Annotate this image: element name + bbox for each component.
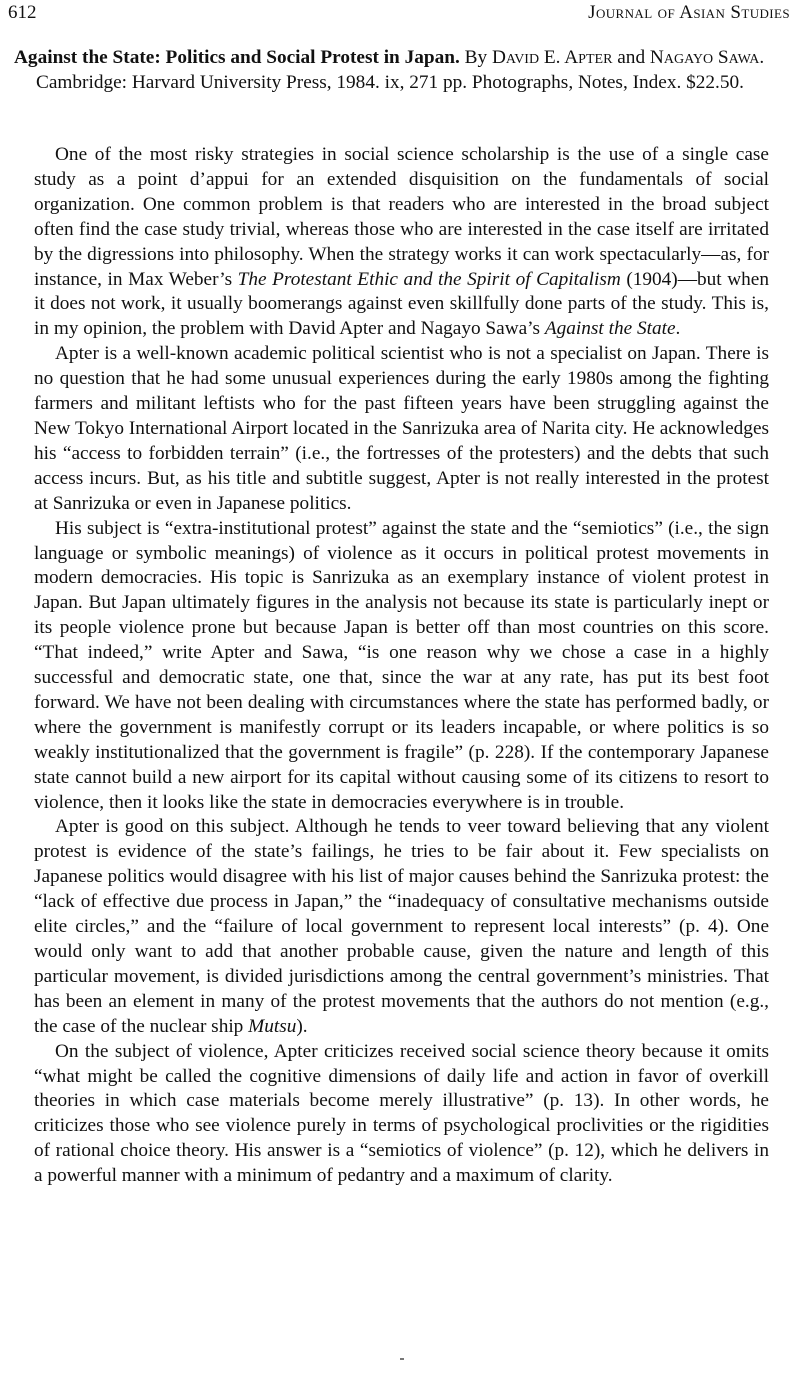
page-number: 612: [8, 2, 37, 23]
page-footer-dot: [400, 1358, 404, 1360]
citation-by: By: [464, 47, 488, 68]
book-title: Against the State: Politics and Social Protest in Japan.: [14, 47, 460, 68]
paragraph-1-text-a: One of the most risky strategies in social science scholarship is the use of a single case study as a point d’appui for an extended disquisition on the fundamentals of social organization. One common problem is that readers who are interested in the broad subject often find the case study trivial, whereas those who are interested in the case itself are irritated by the digressions into philosophy. When the strategy works it can work spectacularly—as, for instance, in Max Weber’s: [34, 144, 769, 290]
against-the-state-title: Against the State: [544, 318, 676, 340]
page-header: [8, 2, 792, 30]
paragraph-1: [34, 143, 769, 342]
running-head: Journal of Asian Studies: [588, 2, 790, 23]
paragraph-5: On the subject of violence, Apter criticizes received social science theory because it omits “what might be called the cognitive dimensions of daily life and action in favor of overkill theories in which case materials become merely illustrative” (p. 13). In other words, he criticizes those who see violence purely in terms of psychological proclivities or the rigidities of rational choice theory. His answer is a “semiotics of violence” (p. 12), which he delivers in a powerful manner with a minimum of pedantry and a maximum of clarity.: [34, 1040, 769, 1187]
citation-and: and: [617, 47, 646, 68]
author-apter: David E. Apter: [491, 47, 613, 68]
book-citation: [14, 46, 800, 96]
ship-name: Mutsu: [248, 1015, 297, 1037]
paragraph-1-text-b: (1904)—but when it does not work, it usually boomerangs against even skillfully done parts of the study. This is, in my opinion, the problem with David Apter and Nagayo Sawa’s: [34, 268, 769, 340]
paragraph-3: His subject is “extra-institutional protest” against the state and the “semiotics” (i.e., the sign language or symbolic meanings) of violence as it occurs in political protest movements in modern democracies. His topic is Sanrizuka as an exemplary instance of violent protest in Japan. But Japan ultimately figures in the analysis not because its state is particularly inept or its people violence prone but because Japan is better off than most countries on this score. “That indeed,” write Apter and Sawa, “is one reason why we chose a case in a highly successful and democratic state, one that, since the war at any rate, has put its best foot forward. We have not been dealing with circumstances where the state has performed badly, or where the government is manifestly corrupt or its leaders incapable, or where politics is so weakly institutionalized that the government is fragile” (p. 228). If the contemporary Japanese state cannot build a new airport for its capital without causing some of its citizens to resort to violence, then it looks like the state in democracies everywhere is in trouble.: [34, 517, 769, 813]
paragraph-1-text-c: .: [675, 318, 681, 340]
paragraph-4-text-a: Apter is good on this subject. Although he tends to veer toward believing that any violent protest is evidence of the state’s failings, he tries to be fair about it. Few specialists on Japanese politics would disagree with his list of major causes behind the Sanrizuka protest: the “lack of effective due process in Japan,” the “inadequacy of consultative mechanisms outside elite circles,” and the “failure of local government to represent local interests” (p. 4). One would only want to add that another probable cause, given the nature and length of this particular movement, is divided jurisdictions among the central government’s ministries. That has been an element in many of the protest movements that the authors do not mention (e.g., the case of the nuclear ship: [34, 816, 769, 1037]
publication-details: . Cambridge: Harvard University Press, 1984. ix, 271 pp. Photographs, Notes, Index. $22.50.: [36, 47, 765, 93]
author-sawa: Nagayo Sawa: [649, 47, 760, 68]
paragraph-4-text-b: ).: [296, 1015, 308, 1037]
review-body: [34, 143, 769, 1189]
paragraph-4: [34, 815, 769, 1039]
protestant-ethic-title: The Protestant Ethic and the Spirit of Capitalism: [237, 268, 621, 290]
paragraph-2: Apter is a well-known academic political scientist who is not a specialist on Japan. There is no question that he had some unusual experiences during the early 1980s among the fighting farmers and militant leftists who for the past fifteen years have been struggling against the New Tokyo International Airport located in the Sanrizuka area of Narita city. He acknowledges his “access to forbidden terrain” (i.e., the fortresses of the protesters) and the debts that such access incurs. But, as his title and subtitle suggest, Apter is not really interested in the protest at Sanrizuka or even in Japanese politics.: [34, 343, 769, 514]
